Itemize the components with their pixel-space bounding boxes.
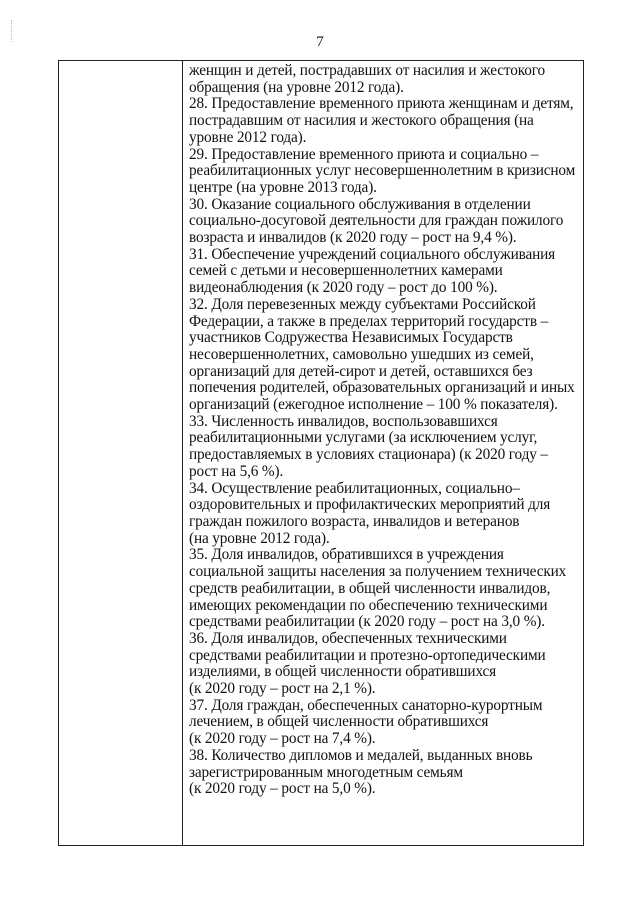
indicator-item <box>189 698 581 748</box>
indicator-text-line: изделиями, в общей численности обратившихся <box>189 663 497 681</box>
indicator-item <box>189 481 581 548</box>
indicator-text-line: семей с детьми и несовершеннолетних камерами <box>189 262 503 280</box>
table-column-divider <box>182 60 183 846</box>
indicator-text-line: зарегистрированным многодетным семьям <box>189 763 463 781</box>
indicator-text-line: 30. Оказание социального обслуживания в отделении <box>189 195 531 213</box>
indicator-text-line: предоставляемых в условиях стационара) (к 2020 году – <box>189 446 548 464</box>
indicator-text-line: уровне 2012 года). <box>189 128 307 146</box>
indicator-text-line: возраста и инвалидов (к 2020 году – рост на 9,4 %). <box>189 229 517 247</box>
indicator-text-line: 31. Обеспечение учреждений социального обслуживания <box>189 245 556 263</box>
indicator-item <box>189 297 581 414</box>
indicator-text-line: видеонаблюдения (к 2020 году – рост до 100 %). <box>189 279 498 297</box>
indicator-text-line: участников Содружества Независимых Государств <box>189 329 513 347</box>
indicator-text-line: организаций (ежегодное исполнение – 100 % показателя). <box>189 396 558 414</box>
indicator-text-line: 32. Доля перевезенных между субъектами Российской <box>189 295 536 313</box>
indicator-text-line: (на уровне 2012 года). <box>189 529 330 547</box>
indicator-text-line: 28. Предоставление временного приюта женщинам и детям, <box>189 95 574 113</box>
indicator-text-line: оздоровительных и профилактических мероприятий для <box>189 496 551 514</box>
indicator-text-line: реабилитационных услуг несовершеннолетним в кризисном <box>189 162 576 180</box>
indicator-text-line: 38. Количество дипломов и медалей, выданных вновь <box>189 746 533 764</box>
indicator-item <box>189 547 581 631</box>
indicator-item <box>189 96 581 146</box>
page-number: 7 <box>316 34 324 50</box>
indicator-text-line: средств реабилитации, в общей численности инвалидов, <box>189 579 551 597</box>
indicator-text-line: 35. Доля инвалидов, обратившихся в учреждения <box>189 546 504 564</box>
indicator-text-line: 37. Доля граждан, обеспеченных санаторно-курортным <box>189 696 543 714</box>
indicator-text-line: 36. Доля инвалидов, обеспеченных техническими <box>189 629 507 647</box>
indicator-item <box>189 748 581 798</box>
indicator-text-line: реабилитационными услугами (за исключением услуг, <box>189 429 538 447</box>
indicator-item <box>189 197 581 247</box>
indicator-item <box>189 63 581 96</box>
indicator-item <box>189 414 581 481</box>
indicator-text-line: (к 2020 году – рост на 7,4 %). <box>189 730 376 748</box>
indicator-text-line: социально-досуговой деятельности для граждан пожилого <box>189 212 564 230</box>
indicator-text-line: социальной защиты населения за получением технических <box>189 563 567 581</box>
indicator-text-line: обращения (на уровне 2012 года). <box>189 78 404 96</box>
indicator-text-line: центре (на уровне 2013 года). <box>189 178 377 196</box>
indicator-text-line: граждан пожилого возраста, инвалидов и ветеранов <box>189 512 520 530</box>
indicator-text-line: (к 2020 году – рост на 5,0 %). <box>189 780 376 798</box>
indicator-text-line: лечением, в общей численности обратившихся <box>189 713 489 731</box>
indicator-text-line: Федерации, а также в пределах территорий государств – <box>189 312 549 330</box>
indicator-text-line: попечения родителей, образовательных организаций и иных <box>189 379 575 397</box>
indicator-text-line: 34. Осуществление реабилитационных, социально– <box>189 479 520 497</box>
indicator-text-line: средствами реабилитации (к 2020 году – рост на 3,0 %). <box>189 613 545 631</box>
indicator-text-line: (к 2020 году – рост на 2,1 %). <box>189 680 376 698</box>
indicator-text-line: рост на 5,6 %). <box>189 462 284 480</box>
indicator-item <box>189 247 581 297</box>
indicator-item <box>189 147 581 197</box>
indicator-text-line: 29. Предоставление временного приюта и социально – <box>189 145 539 163</box>
indicator-text-line: средствами реабилитации и протезно-ортопедическими <box>189 646 546 664</box>
indicator-text-line: женщин и детей, пострадавших от насилия и жестокого <box>189 62 546 79</box>
indicator-text-line: имеющих рекомендации по обеспечению техническими <box>189 596 548 614</box>
indicator-item <box>189 631 581 698</box>
indicator-text-line: несовершеннолетних, самовольно ушедших из семей, <box>189 345 534 363</box>
indicator-text-line: пострадавшим от насилия и жестокого обращения (на <box>189 112 534 130</box>
indicator-text-line: организаций для детей-сирот и детей, оставшихся без <box>189 362 533 380</box>
indicator-text-line: 33. Численность инвалидов, воспользовавшихся <box>189 412 498 430</box>
indicator-list <box>189 63 581 798</box>
